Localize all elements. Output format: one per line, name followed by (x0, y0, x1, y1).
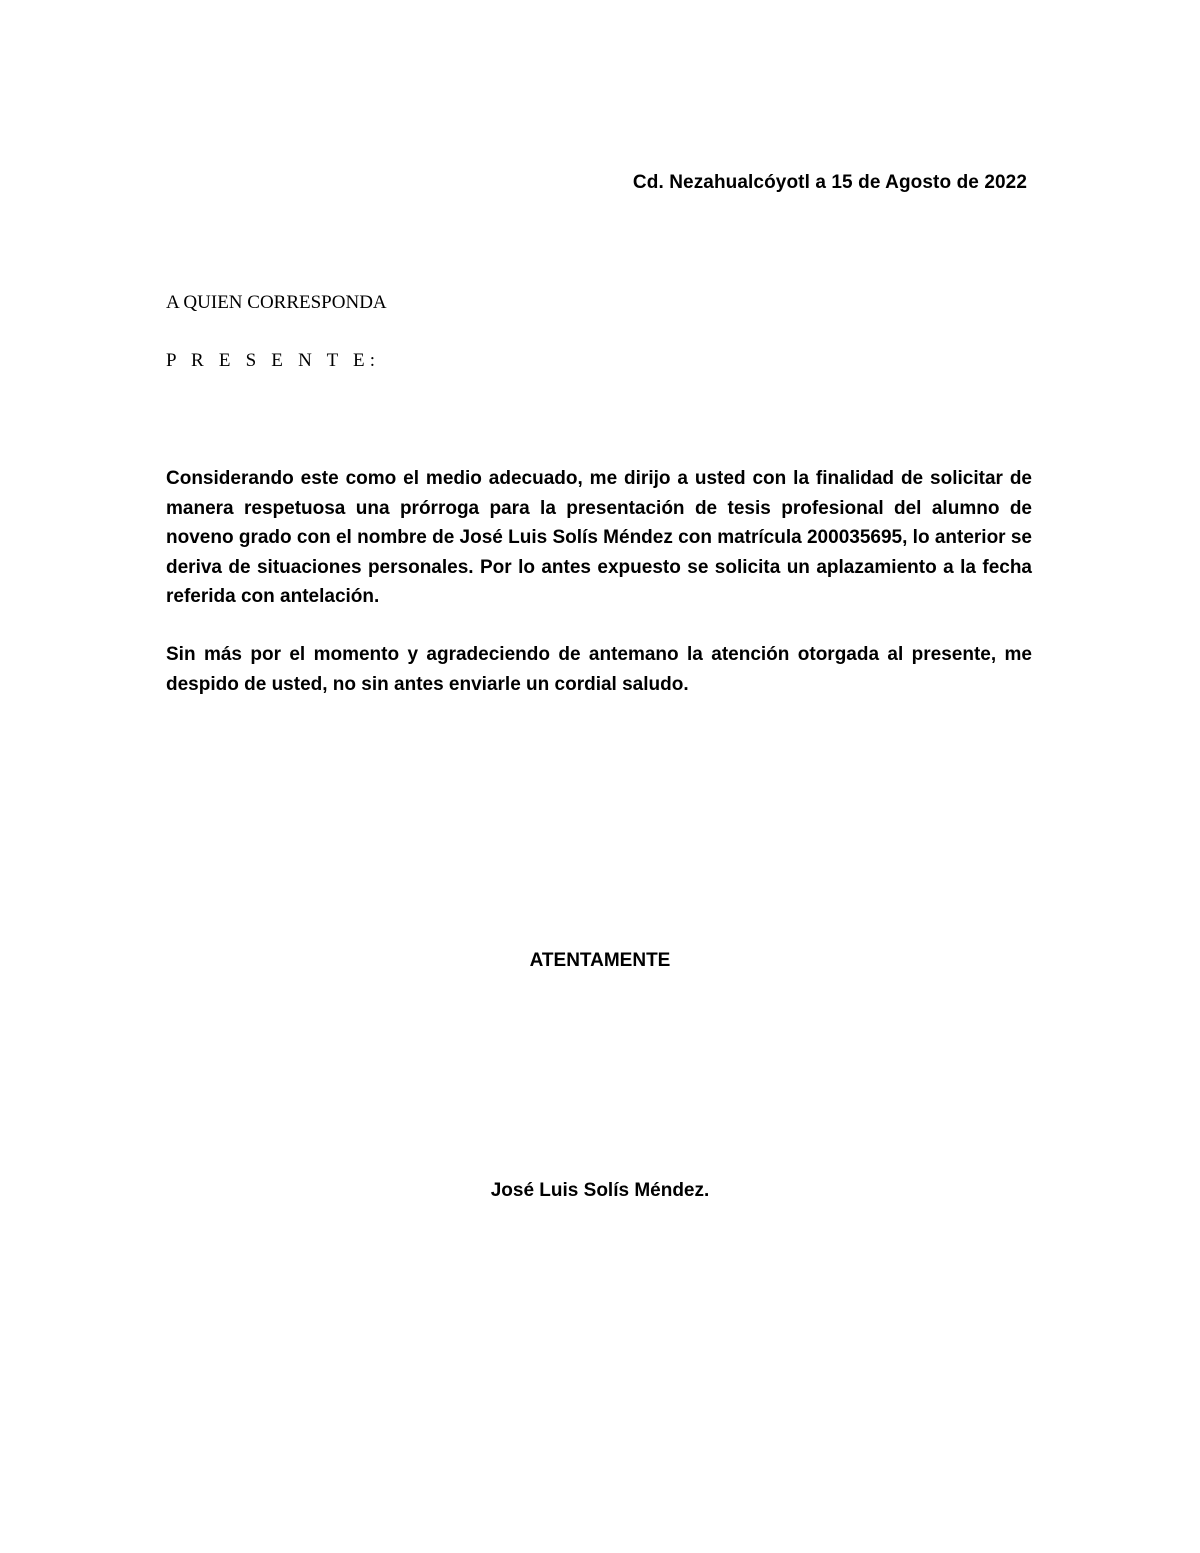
body-paragraph-2: Sin más por el momento y agradeciendo de antemano la atención otorgada al presente, me despido de usted, no sin antes enviarle un cordial saludo. (166, 644, 1032, 695)
body-paragraph-1: Considerando este como el medio adecuado, me dirijo a usted con la finalidad de solicitar de manera respetuosa una prórroga para la presentación de tesis profesional del alumno de noveno grado con el nombre de José Luis Solís Méndez con matrícula 200035695, lo anterior se deriva de situaciones personales. Por lo antes expuesto se solicita un aplazamiento a la fecha referida con antelación. (166, 468, 1032, 607)
closing-atentamente: ATENTAMENTE (529, 950, 671, 971)
recipient-line: A QUIEN CORRESPONDA (166, 292, 387, 313)
place-date: Cd. Nezahualcóyotl a 15 de Agosto de 2022 (632, 172, 1027, 193)
signature-name: José Luis Solís Méndez. (490, 1180, 710, 1201)
presente-line: P R E S E N T E: (166, 350, 381, 371)
